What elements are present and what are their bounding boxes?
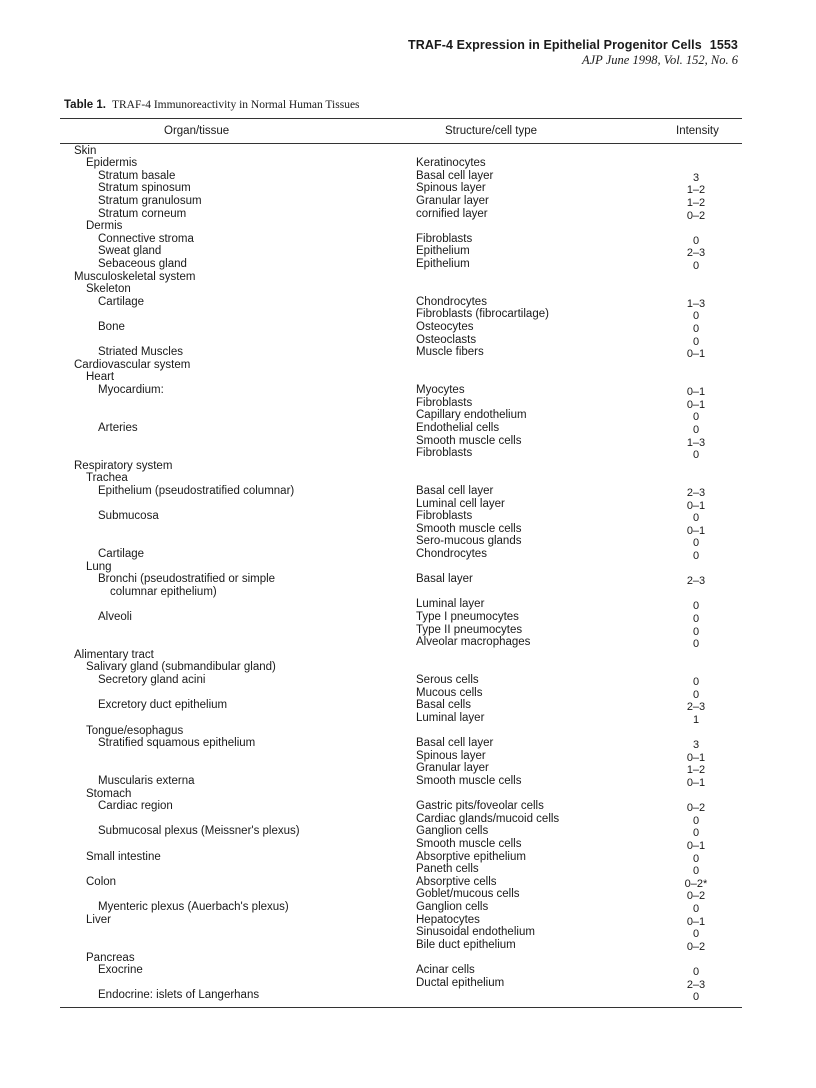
structure-cell: Ductal epithelium (416, 976, 505, 989)
structure-cell: Keratinocytes (416, 157, 486, 170)
table-row (60, 725, 742, 738)
intensity-cell: 1–2 (686, 196, 706, 209)
organ-cell: Salivary gland (submandibular gland) (86, 661, 276, 674)
table-row (60, 170, 742, 183)
intensity-cell: 0–2 (686, 209, 706, 222)
organ-cell: Stratum spinosum (98, 182, 191, 195)
structure-cell: Chondrocytes (416, 295, 487, 308)
organ-cell: Striated Muscles (98, 346, 184, 359)
organ-cell: Tongue/esophagus (86, 724, 184, 737)
intensity-cell: 0–1 (686, 398, 706, 411)
table-row (60, 145, 742, 158)
structure-cell: Acinar cells (416, 964, 475, 977)
structure-cell: Sinusoidal endothelium (416, 926, 535, 939)
table-row (60, 863, 742, 876)
structure-cell: Luminal layer (416, 598, 485, 611)
intensity-cell: 0 (692, 512, 700, 525)
structure-cell: Granular layer (416, 762, 489, 775)
organ-cell: Pancreas (86, 951, 135, 964)
organ-cell: Alimentary tract (74, 648, 154, 661)
structure-cell: Capillary endothelium (416, 409, 527, 422)
intensity-cell: 0 (692, 827, 700, 840)
intensity-cell: 0 (692, 966, 700, 979)
organ-cell: Stratum corneum (98, 207, 187, 220)
intensity-cell: 0 (692, 852, 700, 865)
organ-cell: Stratum basale (98, 169, 176, 182)
table-row (60, 901, 742, 914)
table-row (60, 813, 742, 826)
intensity-cell: 2–3 (686, 486, 706, 499)
organ-cell: Sebaceous gland (98, 257, 187, 270)
organ-cell: Excretory duct epithelium (98, 699, 228, 712)
table-row (60, 271, 742, 284)
table-row (60, 258, 742, 271)
intensity-cell: 0 (692, 928, 700, 941)
intensity-cell: 0–1 (686, 386, 706, 399)
organ-cell: Heart (86, 371, 115, 384)
structure-cell: Hepatocytes (416, 913, 480, 926)
intensity-cell: 0 (692, 814, 700, 827)
page-number: 1553 (709, 38, 738, 52)
table-row (60, 750, 742, 763)
running-title (408, 38, 738, 52)
table-row (60, 523, 742, 536)
structure-cell: Goblet/mucous cells (416, 888, 520, 901)
organ-cell: Colon (86, 875, 117, 888)
structure-cell: Basal cell layer (416, 169, 494, 182)
structure-cell: Epithelium (416, 245, 470, 258)
table-row (60, 157, 742, 170)
structure-cell: Absorptive cells (416, 875, 497, 888)
intensity-cell: 0 (692, 323, 700, 336)
table-row (60, 851, 742, 864)
table-row (60, 245, 742, 258)
structure-cell: Myocytes (416, 384, 465, 397)
organ-cell: Lung (86, 560, 112, 573)
table-row (60, 737, 742, 750)
table-row (60, 687, 742, 700)
table-bottom-rule (60, 1007, 742, 1008)
intensity-cell: 0 (692, 991, 700, 1004)
table-row (60, 334, 742, 347)
organ-cell: Cardiovascular system (74, 358, 191, 371)
organ-cell: Muscularis externa (98, 774, 195, 787)
structure-cell: Serous cells (416, 674, 479, 687)
organ-cell: Epidermis (86, 157, 138, 170)
intensity-cell: 0–1 (686, 915, 706, 928)
organ-cell: Dermis (86, 220, 123, 233)
structure-cell: Basal cell layer (416, 484, 494, 497)
intensity-cell: 0 (692, 865, 700, 878)
table-row (60, 914, 742, 927)
column-header-structure: Structure/cell type (445, 125, 538, 137)
table-row (60, 888, 742, 901)
organ-cell: Myocardium: (98, 384, 164, 397)
structure-cell: Cardiac glands/mucoid cells (416, 812, 560, 825)
table-row (60, 598, 742, 611)
table-row (60, 800, 742, 813)
organ-cell: Stratum granulosum (98, 194, 202, 207)
table-row (60, 977, 742, 990)
table-caption (64, 99, 360, 111)
organ-cell: Submucosa (98, 510, 159, 523)
table-row (60, 952, 742, 965)
structure-cell: Type I pneumocytes (416, 611, 519, 624)
table-row (60, 409, 742, 422)
intensity-cell: 0–2 (686, 940, 706, 953)
organ-cell: Secretory gland acini (98, 674, 206, 687)
table-row (60, 661, 742, 674)
structure-cell: Absorptive epithelium (416, 850, 526, 863)
organ-cell: Endocrine: islets of Langerhans (98, 989, 260, 1002)
table-row (60, 472, 742, 485)
organ-cell: Cardiac region (98, 800, 173, 813)
intensity-cell: 0 (692, 234, 700, 247)
table-row (60, 775, 742, 788)
table-row (60, 825, 742, 838)
article-short-title: TRAF-4 Expression in Epithelial Progenitor Cells (408, 38, 702, 52)
intensity-cell: 0 (692, 613, 700, 626)
table-row (60, 674, 742, 687)
intensity-cell: 1–2 (686, 764, 706, 777)
structure-cell: Endothelial cells (416, 421, 500, 434)
structure-cell: Muscle fibers (416, 346, 484, 359)
table-body (60, 145, 742, 1002)
intensity-cell: 0–1 (686, 499, 706, 512)
table-row (60, 939, 742, 952)
structure-cell: Luminal layer (416, 711, 485, 724)
table-row (60, 649, 742, 662)
intensity-cell: 0 (692, 625, 700, 638)
structure-cell: cornified layer (416, 207, 488, 220)
structure-cell: Basal cell layer (416, 737, 494, 750)
structure-cell: Fibroblasts (fibrocartilage) (416, 308, 549, 321)
intensity-cell: 0 (692, 310, 700, 323)
structure-cell: Smooth muscle cells (416, 434, 522, 447)
structure-cell: Epithelium (416, 257, 470, 270)
organ-cell: Bronchi (pseudostratified or simple (98, 573, 276, 586)
table-row (60, 926, 742, 939)
table-row (60, 233, 742, 246)
structure-cell: Ganglion cells (416, 825, 489, 838)
table-row (60, 624, 742, 637)
structure-cell: Mucous cells (416, 686, 483, 699)
structure-cell: Basal cells (416, 699, 471, 712)
table-row (60, 422, 742, 435)
table-row (60, 397, 742, 410)
structure-cell: Luminal cell layer (416, 497, 505, 510)
table-row (60, 762, 742, 775)
table-row (60, 182, 742, 195)
table-row (60, 485, 742, 498)
table-row (60, 586, 742, 599)
intensity-cell: 0 (692, 903, 700, 916)
intensity-cell: 2–3 (686, 978, 706, 991)
table-row (60, 788, 742, 801)
structure-cell: Fibroblasts (416, 447, 473, 460)
table-row (60, 535, 742, 548)
table-title: TRAF-4 Immunoreactivity in Normal Human Tissues (111, 99, 360, 111)
structure-cell: Type II pneumocytes (416, 623, 523, 636)
table-row (60, 208, 742, 221)
table-row (60, 838, 742, 851)
table-row (60, 460, 742, 473)
intensity-cell: 0 (692, 411, 700, 424)
column-header-intensity: Intensity (676, 125, 719, 137)
intensity-cell: 2–3 (686, 575, 706, 588)
structure-cell: Gastric pits/foveolar cells (416, 800, 544, 813)
structure-cell: Fibroblasts (416, 396, 473, 409)
organ-cell: Myenteric plexus (Auerbach's plexus) (98, 901, 289, 914)
table-row (60, 573, 742, 586)
intensity-cell: 0–1 (686, 751, 706, 764)
intensity-cell: 1 (692, 713, 700, 726)
organ-cell: Alveoli (98, 611, 132, 624)
table-row (60, 989, 742, 1002)
intensity-cell: 2–3 (686, 701, 706, 714)
table-row (60, 321, 742, 334)
organ-cell: Trachea (86, 472, 128, 485)
table-row (60, 371, 742, 384)
table-row (60, 636, 742, 649)
intensity-cell: 0 (692, 600, 700, 613)
organ-cell: Cartilage (98, 295, 145, 308)
table-row (60, 220, 742, 233)
organ-cell: columnar epithelium) (110, 585, 217, 598)
intensity-cell: 3 (692, 171, 700, 184)
organ-cell: Stratified squamous epithelium (98, 737, 256, 750)
structure-cell: Spinous layer (416, 182, 486, 195)
intensity-cell: 0 (692, 638, 700, 651)
intensity-cell: 0 (692, 676, 700, 689)
organ-cell: Musculoskeletal system (74, 270, 196, 283)
intensity-cell: 1–2 (686, 184, 706, 197)
structure-cell: Smooth muscle cells (416, 838, 522, 851)
intensity-cell: 0–2 (686, 802, 706, 815)
table-row (60, 712, 742, 725)
column-header-organ: Organ/tissue (164, 125, 230, 137)
intensity-cell: 0–2 (686, 890, 706, 903)
organ-cell: Small intestine (86, 850, 161, 863)
intensity-cell: 0–1 (686, 348, 706, 361)
structure-cell: Fibroblasts (416, 232, 473, 245)
table-row (60, 447, 742, 460)
organ-cell: Connective stroma (98, 232, 194, 245)
journal-citation: AJP June 1998, Vol. 152, No. 6 (582, 53, 738, 67)
intensity-cell: 0–1 (686, 776, 706, 789)
intensity-cell: 1–3 (686, 297, 706, 310)
intensity-cell: 1–3 (686, 436, 706, 449)
table-row (60, 283, 742, 296)
intensity-cell: 0 (692, 259, 700, 272)
table-row (60, 498, 742, 511)
table-row (60, 384, 742, 397)
organ-cell: Submucosal plexus (Meissner's plexus) (98, 825, 300, 838)
organ-cell: Stomach (86, 787, 132, 800)
organ-cell: Skin (74, 144, 97, 157)
intensity-cell: 0 (692, 537, 700, 550)
intensity-cell: 0–1 (686, 840, 706, 853)
running-header (408, 38, 738, 68)
structure-cell: Basal layer (416, 573, 473, 586)
organ-cell: Skeleton (86, 283, 131, 296)
organ-cell: Bone (98, 321, 125, 334)
table-top-rule (60, 118, 742, 119)
table-row (60, 964, 742, 977)
structure-cell: Fibroblasts (416, 510, 473, 523)
structure-cell: Smooth muscle cells (416, 522, 522, 535)
structure-cell: Granular layer (416, 194, 489, 207)
intensity-cell: 0 (692, 449, 700, 462)
structure-cell: Osteocytes (416, 321, 474, 334)
structure-cell: Sero-mucous glands (416, 535, 522, 548)
structure-cell: Spinous layer (416, 749, 486, 762)
organ-cell: Epithelium (pseudostratified columnar) (98, 484, 295, 497)
table-row (60, 699, 742, 712)
structure-cell: Paneth cells (416, 863, 479, 876)
structure-cell: Chondrocytes (416, 548, 487, 560)
intensity-cell: 3 (692, 739, 700, 752)
organ-cell: Arteries (98, 421, 138, 434)
organ-cell: Liver (86, 913, 111, 926)
intensity-cell: 0 (692, 423, 700, 436)
table-row (60, 308, 742, 321)
table-row (60, 435, 742, 448)
structure-cell: Osteoclasts (416, 333, 477, 346)
intensity-cell: 0 (692, 550, 700, 562)
table-label: Table 1. (64, 99, 106, 111)
table-row (60, 561, 742, 574)
structure-cell: Bile duct epithelium (416, 938, 516, 951)
organ-cell: Exocrine (98, 964, 143, 977)
intensity-cell: 2–3 (686, 247, 706, 260)
table-row (60, 611, 742, 624)
organ-cell: Sweat gland (98, 245, 162, 258)
intensity-cell: 0 (692, 335, 700, 348)
table-row (60, 548, 742, 561)
intensity-cell: 0–1 (686, 524, 706, 537)
intensity-cell: 0–2* (684, 877, 708, 890)
structure-cell: Ganglion cells (416, 901, 489, 914)
structure-cell: Alveolar macrophages (416, 636, 531, 649)
table-row (60, 195, 742, 208)
organ-cell: Cartilage (98, 548, 145, 560)
intensity-cell: 0 (692, 688, 700, 701)
table-row (60, 296, 742, 309)
table-row (60, 346, 742, 359)
structure-cell: Smooth muscle cells (416, 774, 522, 787)
organ-cell: Respiratory system (74, 459, 173, 472)
table-row (60, 359, 742, 372)
table-row (60, 510, 742, 523)
table-row (60, 876, 742, 889)
